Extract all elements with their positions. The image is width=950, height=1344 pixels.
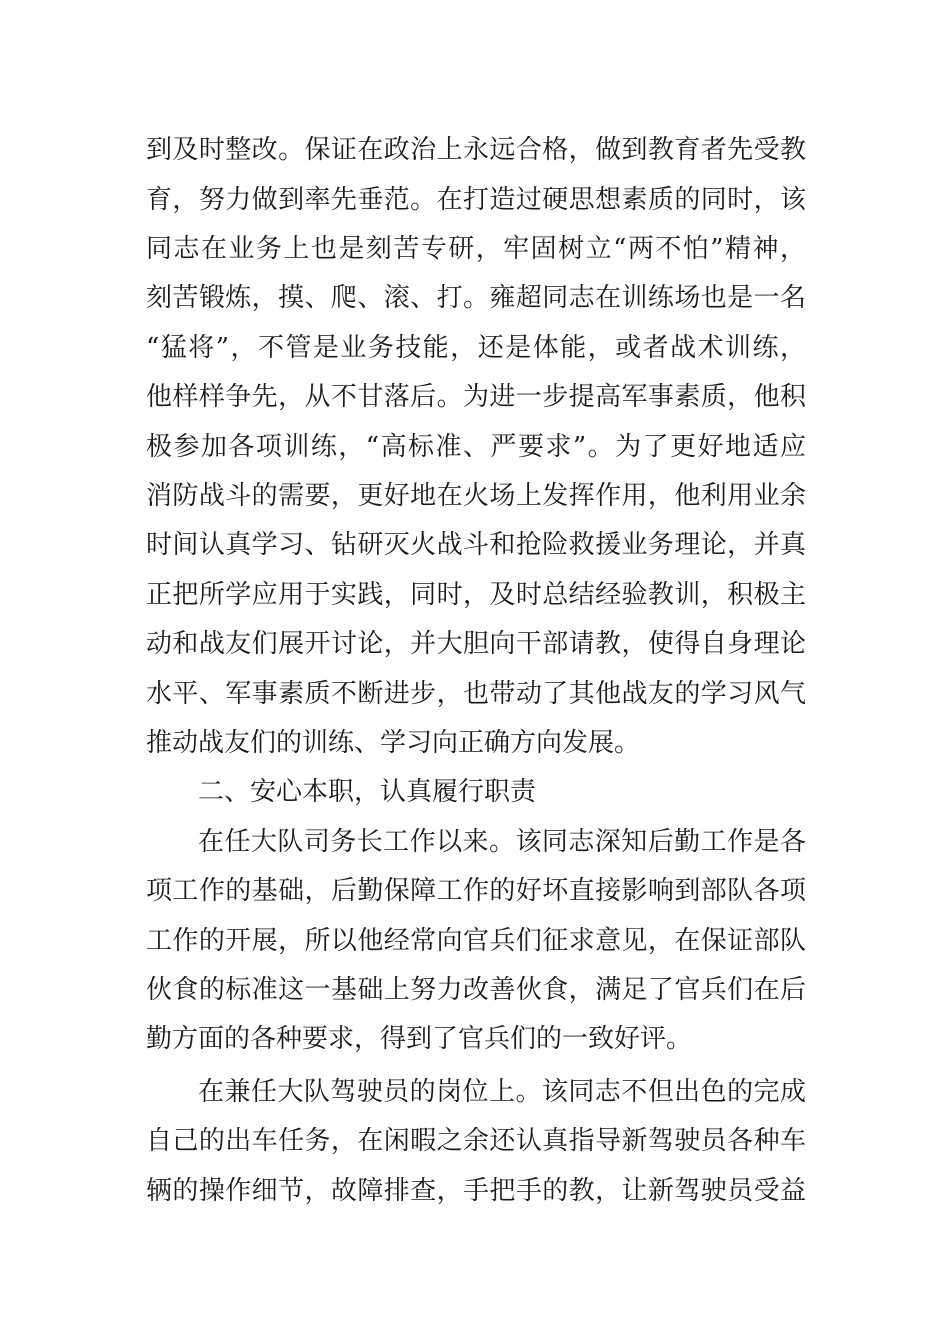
body-text-line: 到及时整改。保证在政治上永远合格，做到教育者先受教 bbox=[146, 135, 806, 165]
body-text-line: 在任大队司务长工作以来。该同志深知后勤工作是各 bbox=[198, 827, 806, 857]
body-text-line: 推动战友们的训练、学习向正确方向发展。 bbox=[146, 728, 641, 758]
body-text-line: 动和战友们展开讨论，并大胆向干部请教，使得自身理论 bbox=[146, 629, 806, 659]
body-text-line: 时间认真学习、钻研灭火战斗和抢险救援业务理论，并真 bbox=[146, 530, 806, 560]
body-text-line: 伙食的标准这一基础上努力改善伙食，满足了官兵们在后 bbox=[146, 975, 806, 1005]
body-text-line: 项工作的基础，后勤保障工作的好坏直接影响到部队各项 bbox=[146, 876, 806, 906]
body-text-line: 自己的出车任务，在闲暇之余还认真指导新驾驶员各种车 bbox=[146, 1126, 806, 1156]
body-text-line: 消防战斗的需要，更好地在火场上发挥作用，他利用业余 bbox=[146, 481, 806, 511]
body-text-line: 在兼任大队驾驶员的岗位上。该同志不但出色的完成 bbox=[198, 1077, 806, 1107]
body-text-line: “猛将”，不管是业务技能，还是体能，或者战术训练， bbox=[146, 333, 806, 363]
body-text-line: 育，努力做到率先垂范。在打造过硬思想素质的同时，该 bbox=[146, 185, 806, 215]
body-text-line: 水平、军事素质不断进步，也带动了其他战友的学习风气 bbox=[146, 679, 806, 709]
body-text-line: 勤方面的各种要求，得到了官兵们的一致好评。 bbox=[146, 1024, 693, 1054]
body-text-line: 刻苦锻炼，摸、爬、滚、打。雍超同志在训练场也是一名 bbox=[146, 283, 806, 313]
section-heading: 二、安心本职，认真履行职责 bbox=[198, 777, 537, 807]
body-text-line: 同志在业务上也是刻苦专研，牢固树立“两不怕”精神， bbox=[146, 234, 806, 264]
body-text-line: 他样样争先，从不甘落后。为进一步提高军事素质，他积 bbox=[146, 382, 806, 412]
body-text-line: 极参加各项训练，“高标准、严要求”。为了更好地适应 bbox=[146, 432, 806, 462]
body-text-line: 工作的开展，所以他经常向官兵们征求意见，在保证部队 bbox=[146, 926, 806, 956]
body-text-line: 辆的操作细节，故障排查，手把手的教，让新驾驶员受益 bbox=[146, 1176, 806, 1206]
body-text-line: 正把所学应用于实践，同时，及时总结经验教训，积极主 bbox=[146, 580, 806, 610]
